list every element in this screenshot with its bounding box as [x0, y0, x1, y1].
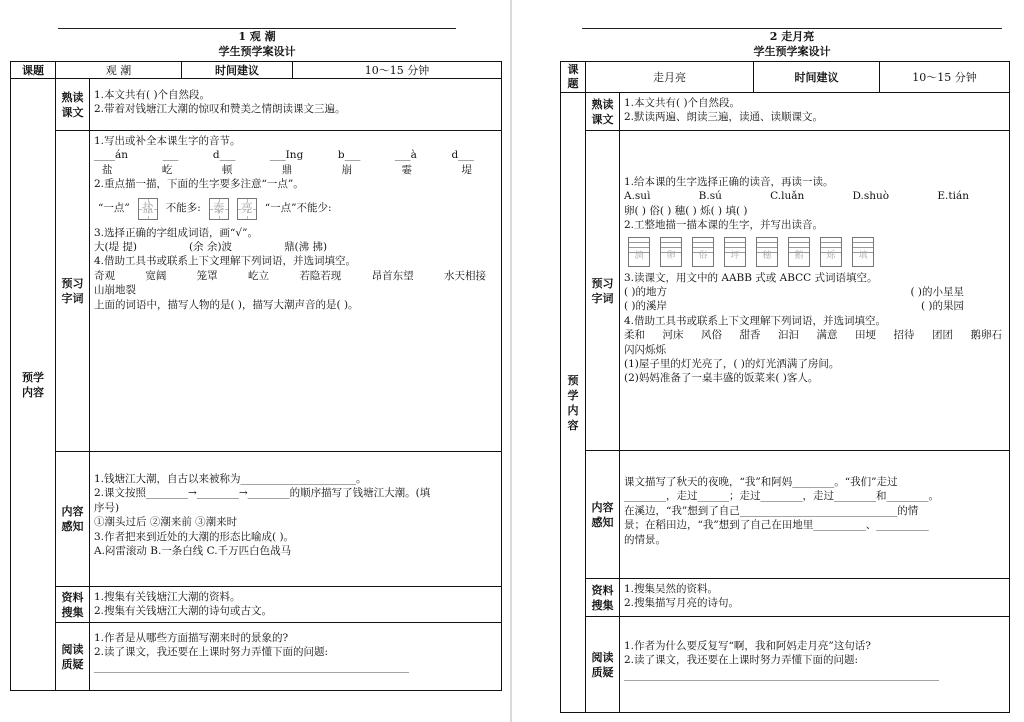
- tracing-grid: 填: [852, 237, 874, 267]
- text-line: 的情景。: [624, 533, 666, 546]
- word: 山崩地裂: [94, 284, 136, 297]
- char-row: [94, 163, 472, 177]
- answer-line: ____________________________________________________________: [94, 660, 409, 673]
- option: A.suì: [624, 190, 651, 203]
- word: 团团: [932, 329, 953, 342]
- text-line: 1.钱塘江大潮，自古以来被称为______________________。: [94, 473, 367, 485]
- time-value: 10～15 分钟: [364, 64, 430, 77]
- word: 闪闪烁烁: [624, 343, 666, 356]
- question-1: 1.给本课的生字选择正确的读音，再读一读。: [624, 176, 834, 188]
- tracing-box: 亮: [237, 198, 257, 220]
- worksheet-subtitle: 学生预学案设计: [218, 45, 296, 58]
- word: 奇观: [94, 269, 115, 282]
- pinyin-blank: ___Ing: [269, 149, 304, 162]
- pinyin-blank: d___: [451, 149, 474, 162]
- section-neirong: [56, 452, 501, 587]
- text-line: 课文描写了秋天的夜晚，“我”和阿妈________。“我们”走过: [624, 476, 898, 488]
- tracing-grid: 淌: [628, 237, 650, 267]
- choice: 鼎(沸 拂): [284, 241, 328, 254]
- char: 鼎: [281, 163, 293, 176]
- section-label: 内容感知: [591, 500, 614, 529]
- time-value: 10～15 分钟: [912, 71, 977, 84]
- word: 若隐若现: [299, 269, 342, 282]
- question-3: 3.选择正确的字组成词语，画“√”。: [94, 226, 258, 239]
- question-3: 3.读课文，用文中的 AABB 式或 ABCC 式词语填空。: [624, 271, 878, 284]
- question-2: 2.重点描一描，下面的生字要多注意“一点”。: [94, 178, 304, 191]
- word: 甜香: [739, 329, 761, 342]
- char: 崩: [341, 163, 353, 176]
- outer-label: 预学内容: [561, 93, 586, 712]
- section-label: 内容感知: [61, 505, 84, 533]
- time-label: 时间建议: [754, 62, 880, 92]
- course-label: 课题: [561, 62, 586, 92]
- section-label: 熟读课文: [591, 97, 614, 126]
- header-row: [560, 61, 1010, 93]
- section-label: 预习字词: [61, 277, 84, 305]
- course-label: 课题: [11, 62, 56, 78]
- char-blanks: 卵( ) 俗( ) 穗( ) 烁( ) 填( ): [624, 204, 748, 217]
- tracing-box: 盐: [138, 198, 158, 220]
- word: 满意: [816, 329, 838, 342]
- section-yuedu: [586, 617, 1009, 713]
- text-line: 1.本文共有( )个自然段。: [624, 97, 741, 109]
- answer-line: ____________________________________________________________: [624, 668, 939, 681]
- choice: 大(堤 提): [94, 241, 138, 254]
- dot-practice: [98, 198, 497, 220]
- blank-row: [624, 285, 964, 299]
- tracing-grid: 坪: [724, 237, 746, 267]
- word-row: [94, 269, 486, 283]
- right-page: [512, 0, 1024, 722]
- section-ziliao: [56, 587, 501, 623]
- course-name: 走月亮: [586, 62, 754, 92]
- text-line: ________，走过______；走过________，走过________和________。: [624, 490, 939, 503]
- blank: ( )的地方: [624, 286, 668, 299]
- char: 顿: [221, 163, 233, 176]
- option-row: [624, 189, 969, 203]
- dot-label: “一点”: [98, 202, 130, 215]
- question-4: 4.借助工具书或联系上下文理解下列词语，并选词填空。: [94, 255, 357, 268]
- question-4: 4.借助工具书或联系上下文理解下列词语，并选词填空。: [624, 314, 887, 327]
- fill-sentence: (2)妈妈准备了一桌丰盛的饭菜来( )客人。: [624, 372, 819, 385]
- pinyin-blank: ___à: [394, 149, 417, 162]
- section-label: 预习字词: [591, 276, 614, 305]
- text-line: 1.作者为什么要反复写“啊，我和阿妈走月亮”这句话?: [624, 640, 871, 652]
- section-label: 阅读质疑: [591, 651, 614, 679]
- lesson-title: 1 观 潮: [238, 30, 276, 43]
- top-rule: [58, 28, 456, 29]
- char: 屹: [161, 163, 173, 176]
- section-yuedu: [56, 623, 501, 691]
- option: D.shuò: [852, 190, 890, 203]
- pinyin-blank: b___: [337, 149, 361, 162]
- header-row: [10, 61, 502, 79]
- text-line: 1.作者是从哪些方面描写潮来时的景象的?: [94, 632, 289, 644]
- question-2: 2.工整地描一描本课的生字，并写出读音。: [624, 219, 824, 232]
- lesson-title: 2 走月亮: [769, 30, 815, 43]
- worksheet-subtitle: 学生预学案设计: [753, 45, 831, 58]
- section-ziliao: [586, 579, 1009, 617]
- char: 堤: [461, 163, 472, 176]
- text-line: 2.读了课文，我还要在上课时努力弄懂下面的问题:: [94, 646, 329, 659]
- section-label: 资料搜集: [61, 590, 84, 619]
- top-rule: [582, 28, 1002, 29]
- section-label: 资料搜集: [591, 583, 614, 612]
- word: 柔和: [624, 329, 645, 342]
- blank-row: [624, 299, 964, 313]
- text-line: 2.搜集有关钱塘江大潮的诗句或古文。: [94, 605, 273, 618]
- text-line: 2.课文按照________→________→________的顺序描写了钱塘江大潮。(填: [94, 487, 431, 500]
- text-line: 2.默读两遍、朗读三遍，读通、读顺课文。: [624, 111, 824, 124]
- tracing-grid-row: [628, 237, 1005, 267]
- section-yuxi: [56, 131, 501, 452]
- question-1: 1.写出或补全本课生字的音节。: [94, 135, 241, 147]
- char: 霎: [401, 163, 413, 176]
- word: 屹立: [247, 269, 269, 282]
- blank: ( )的果园: [920, 300, 964, 313]
- text-line: 1.搜集有关钱塘江大潮的资料。: [94, 591, 241, 603]
- word: 笼罩: [196, 269, 218, 282]
- time-label: 时间建议: [182, 62, 293, 78]
- pinyin-blank: d___: [212, 149, 236, 162]
- word: 河床: [662, 329, 684, 342]
- fill-sentence: (1)屋子里的灯光亮了，( )的灯光洒满了房间。: [624, 358, 840, 371]
- word: 汩汩: [778, 329, 799, 342]
- tracing-grid: 穗: [756, 237, 778, 267]
- tracing-grid: 卵: [660, 237, 682, 267]
- char: 盐: [102, 163, 113, 176]
- text-line: A.闷雷滚动 B.一条白线 C.千万匹白色战马: [94, 545, 292, 558]
- pinyin-row: [94, 148, 474, 162]
- section-shudu: [56, 79, 501, 131]
- word: 水天相接: [443, 269, 486, 282]
- worksheet-body: [560, 93, 1010, 713]
- word: 宽阔: [145, 269, 167, 282]
- word: 田埂: [855, 329, 876, 342]
- text-line: 1.搜集吴然的资料。: [624, 583, 719, 595]
- outer-label: 预学内容: [11, 79, 56, 690]
- worksheet-body: [10, 79, 502, 691]
- choice-row: [94, 240, 497, 254]
- tracing-grid: 鹅: [788, 237, 810, 267]
- option: B.sú: [698, 190, 722, 203]
- tracing-grid: 俗: [692, 237, 714, 267]
- text-line: 1.本文共有( )个自然段。: [94, 89, 211, 101]
- section-shudu: [586, 93, 1009, 131]
- text-line: 2.带着对钱塘江大潮的惊叹和赞美之情朗读课文三遍。: [94, 103, 346, 116]
- section-neirong: [586, 451, 1009, 579]
- text-line: 景；在稻田边，“我”想到了自己在田地里__________、__________: [624, 519, 929, 532]
- blank: ( )的小星星: [910, 286, 964, 299]
- word: 鹅卵石: [970, 329, 1002, 342]
- option: E.tián: [937, 190, 969, 203]
- section-label: 阅读质疑: [61, 643, 84, 671]
- text-line: 2.读了课文，我还要在上课时努力弄懂下面的问题:: [624, 654, 859, 667]
- tracing-grid: 烁: [820, 237, 842, 267]
- word: 昂首东望: [371, 269, 414, 282]
- text-line: 2.搜集描写月亮的诗句。: [624, 597, 740, 610]
- section-label: 熟读课文: [61, 90, 84, 119]
- text-line: 在溪边，“我”想到了自己______________________________的情: [624, 504, 919, 517]
- text-line: 序号): [94, 501, 120, 514]
- text-line: ①潮头过后 ②潮来前 ③潮来时: [94, 516, 238, 529]
- not-more-label: 不能多:: [165, 202, 201, 215]
- fill-sentence: 上面的词语中，描写人物的是( )，描写大潮声音的是( )。: [94, 298, 359, 311]
- not-less-label: “一点”不能少:: [264, 202, 332, 215]
- option: C.luǎn: [770, 190, 805, 203]
- tracing-box: 泰: [209, 198, 229, 220]
- pinyin-blank: ____án: [94, 149, 129, 162]
- pinyin-blank: ___: [162, 149, 179, 162]
- word-row: [624, 328, 1002, 342]
- course-name: 观 潮: [56, 62, 182, 78]
- word: 风俗: [701, 329, 722, 342]
- word: 招待: [893, 329, 915, 342]
- choice: (余 余)波: [189, 241, 233, 254]
- text-line: 3.作者把来到近处的大潮的形态比喻成( )。: [94, 530, 295, 543]
- blank: ( )的溪岸: [624, 300, 668, 313]
- section-yuxi: [586, 131, 1009, 451]
